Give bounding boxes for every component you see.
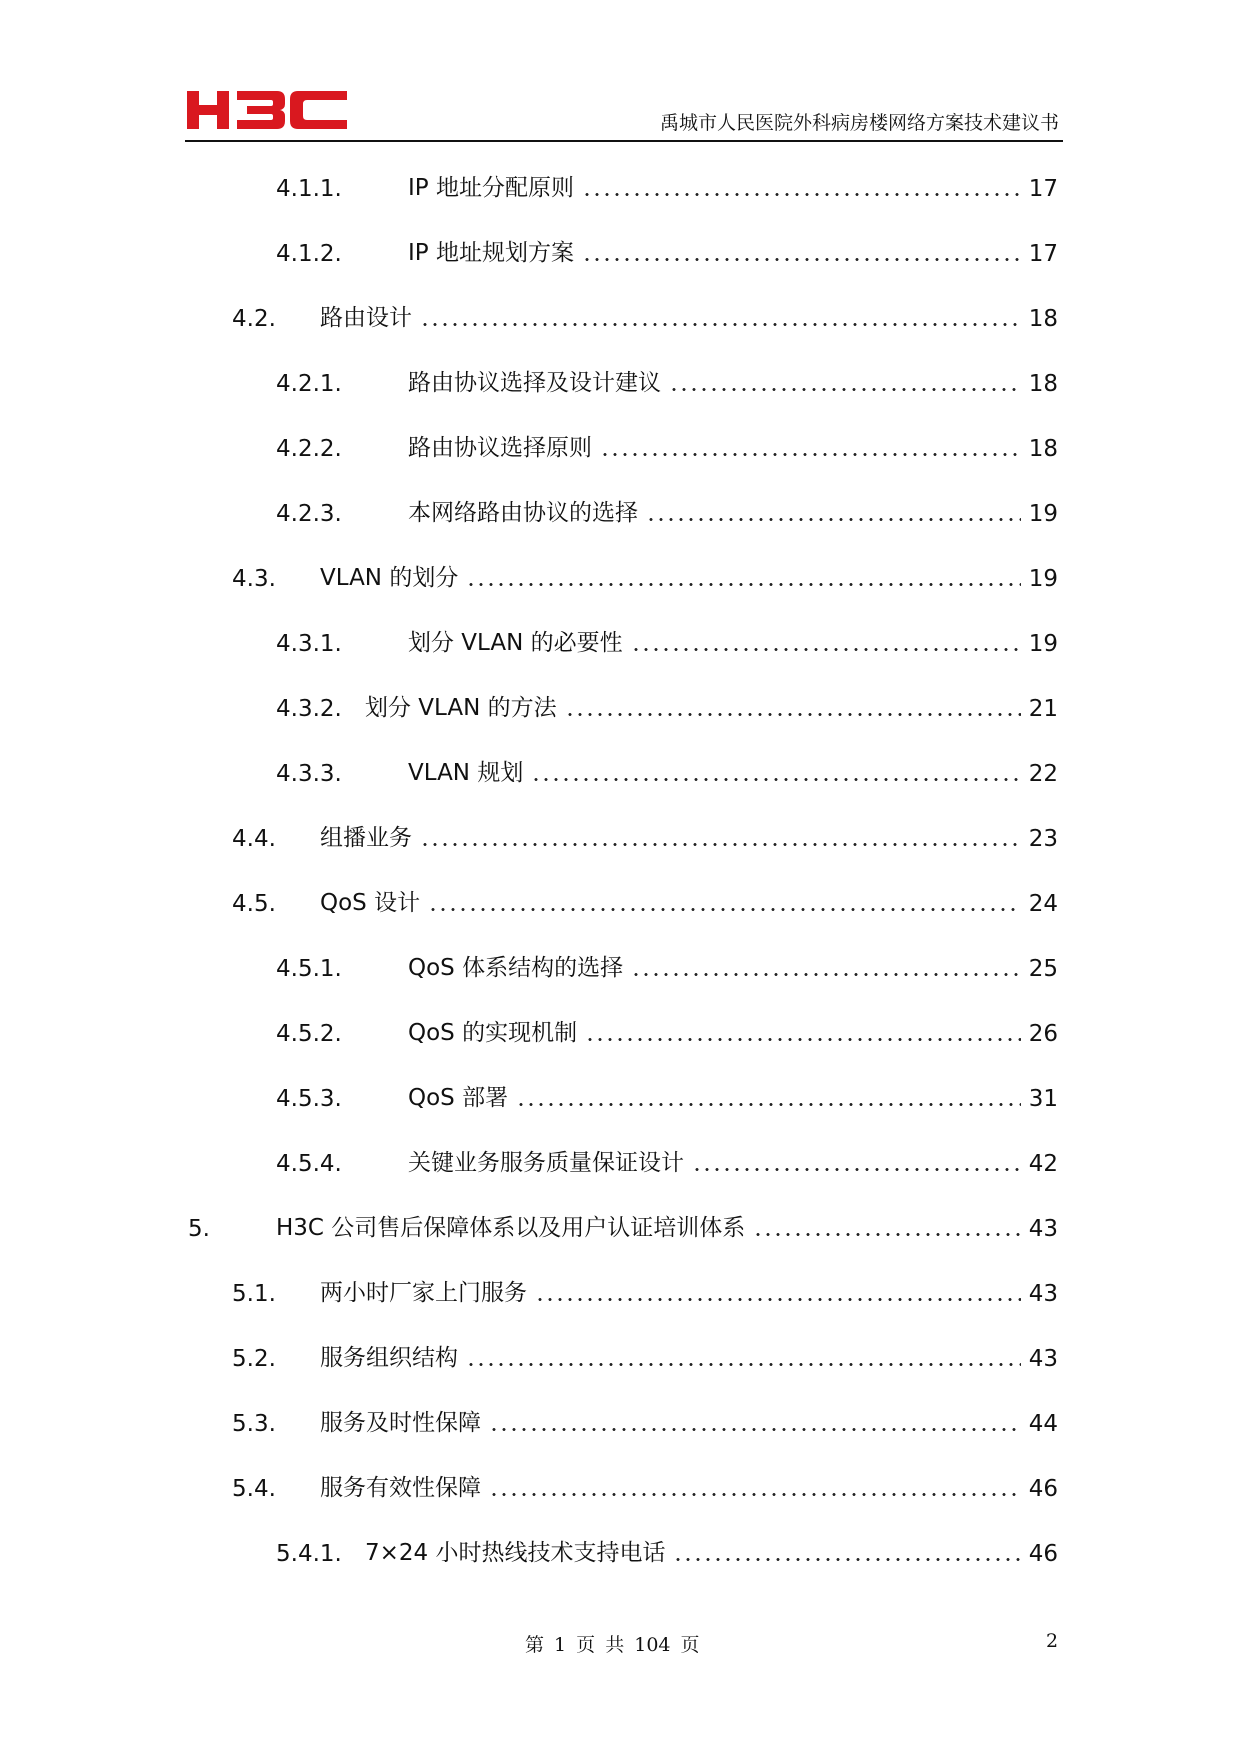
toc-entry-title: 路由协议选择原则 [408,435,592,461]
toc-entry-page: 42 [1028,1151,1058,1177]
toc-dot-leader [753,1233,1021,1236]
toc-entry-page: 18 [1028,436,1058,462]
toc-entry-title: 两小时厂家上门服务 [320,1280,527,1306]
footer-page-number: 2 [1046,1630,1059,1652]
toc-dot-leader [631,973,1021,976]
toc-entry-page: 18 [1028,306,1058,332]
toc-entry-title: IP 地址规划方案 [408,240,574,266]
toc-entry-page: 23 [1028,826,1058,852]
toc-entry[interactable] [232,1336,1058,1372]
toc-entry-number: 5.2. [232,1346,276,1372]
toc-entry-number: 4.1.2. [276,241,342,267]
toc-dot-leader [428,908,1021,911]
toc-entry-page: 22 [1028,761,1058,787]
toc-dot-leader [565,713,1021,716]
toc-entry-page: 43 [1028,1346,1058,1372]
toc-entry-page: 43 [1028,1216,1058,1242]
toc-entry-title: 服务组织结构 [320,1345,458,1371]
toc-entry[interactable] [276,686,1058,722]
toc-entry[interactable] [232,1271,1058,1307]
toc-entry-number: 5.4.1. [276,1541,342,1567]
toc-entry-page: 31 [1028,1086,1058,1112]
toc-dot-leader [420,323,1021,326]
document-title: 禹城市人民医院外科病房楼网络方案技术建议书 [659,112,1059,134]
toc-entry-page: 26 [1028,1021,1058,1047]
toc-entry-number: 4.5.2. [276,1021,342,1047]
toc-entry-number: 4.2. [232,306,276,332]
toc-entry-title: VLAN 规划 [408,760,524,786]
toc-entry-page: 19 [1028,631,1058,657]
toc-entry[interactable] [276,426,1058,462]
toc-entry-page: 44 [1028,1411,1058,1437]
toc-entry-number: 4.4. [232,826,276,852]
toc-entry-number: 4.3.2. [276,696,342,722]
toc-entry-number: 4.5.1. [276,956,342,982]
toc-dot-leader [585,1038,1021,1041]
toc-entry-page: 21 [1028,696,1058,722]
toc-entry[interactable] [276,1011,1058,1047]
toc-entry[interactable] [232,816,1058,852]
toc-entry-page: 19 [1028,501,1058,527]
toc-entry[interactable] [232,556,1058,592]
toc-entry[interactable] [232,1401,1058,1437]
toc-dot-leader [646,518,1021,521]
page-footer [0,1630,1241,1660]
toc-dot-leader [516,1103,1021,1106]
toc-entry-number: 5.1. [232,1281,276,1307]
toc-entry-page: 17 [1028,241,1058,267]
toc-entry-number: 4.5.3. [276,1086,342,1112]
toc-entry[interactable] [276,751,1058,787]
toc-dot-leader [631,648,1021,651]
toc-entry-title: QoS 部署 [408,1085,509,1111]
toc-dot-leader [420,843,1021,846]
toc-entry-number: 5. [188,1216,210,1242]
toc-entry-title: H3C 公司售后保障体系以及用户认证培训体系 [276,1215,746,1241]
toc-entry-title: 路由设计 [320,305,412,331]
toc-entry[interactable] [276,231,1058,267]
toc-entry[interactable] [276,491,1058,527]
toc-entry-number: 4.5. [232,891,276,917]
toc-entry-title: 7×24 小时热线技术支持电话 [365,1540,666,1566]
toc-entry[interactable] [232,1466,1058,1502]
toc-entry[interactable] [276,1531,1058,1567]
toc-dot-leader [600,453,1021,456]
toc-entry-title: 服务及时性保障 [320,1410,481,1436]
toc-dot-leader [673,1558,1021,1561]
toc-dot-leader [692,1168,1021,1171]
toc-entry-number: 4.2.3. [276,501,342,527]
toc-entry[interactable] [188,1206,1058,1242]
toc-dot-leader [489,1428,1021,1431]
toc-entry-number: 5.3. [232,1411,276,1437]
toc-entry-page: 46 [1028,1476,1058,1502]
h3c-logo [185,88,350,132]
toc-entry-title: 本网络路由协议的选择 [408,500,638,526]
toc-entry-number: 4.3. [232,566,276,592]
toc-dot-leader [582,193,1021,196]
toc-entry[interactable] [276,1141,1058,1177]
toc-entry-number: 4.3.3. [276,761,342,787]
toc-dot-leader [466,1363,1021,1366]
toc-dot-leader [466,583,1021,586]
toc-entry[interactable] [276,946,1058,982]
toc-entry-title: 划分 VLAN 的方法 [365,695,557,721]
toc-entry[interactable] [276,621,1058,657]
toc-entry-page: 19 [1028,566,1058,592]
toc-entry-page: 43 [1028,1281,1058,1307]
toc-entry-number: 4.2.2. [276,436,342,462]
toc-entry-page: 24 [1028,891,1058,917]
toc-entry[interactable] [276,361,1058,397]
toc-entry-title: 路由协议选择及设计建议 [408,370,661,396]
toc-entry-number: 4.3.1. [276,631,342,657]
toc-entry-page: 18 [1028,371,1058,397]
toc-entry-title: 关键业务服务质量保证设计 [408,1150,684,1176]
toc-entry[interactable] [232,881,1058,917]
toc-dot-leader [669,388,1021,391]
toc-dot-leader [535,1298,1021,1301]
toc-entry[interactable] [276,166,1058,202]
toc-entry-title: QoS 体系结构的选择 [408,955,624,981]
toc-entry-number: 4.1.1. [276,176,342,202]
toc-entry-title: VLAN 的划分 [320,565,459,591]
toc-entry-page: 25 [1028,956,1058,982]
toc-dot-leader [531,778,1021,781]
page-header [185,88,1063,142]
toc-entry-title: IP 地址分配原则 [408,175,574,201]
toc-entry-title: QoS 设计 [320,890,421,916]
toc-entry-page: 17 [1028,176,1058,202]
toc-entry-title: 服务有效性保障 [320,1475,481,1501]
footer-page-count: 第 1 页 共 104 页 [525,1634,700,1656]
toc-entry-number: 4.2.1. [276,371,342,397]
toc-entry-title: 划分 VLAN 的必要性 [408,630,623,656]
toc-entry-number: 5.4. [232,1476,276,1502]
toc-dot-leader [582,258,1021,261]
toc-entry[interactable] [276,1076,1058,1112]
toc-entry[interactable] [232,296,1058,332]
toc-entry-page: 46 [1028,1541,1058,1567]
toc-entry-title: 组播业务 [320,825,412,851]
toc-entry-number: 4.5.4. [276,1151,342,1177]
toc-entry-title: QoS 的实现机制 [408,1020,578,1046]
toc-dot-leader [489,1493,1021,1496]
